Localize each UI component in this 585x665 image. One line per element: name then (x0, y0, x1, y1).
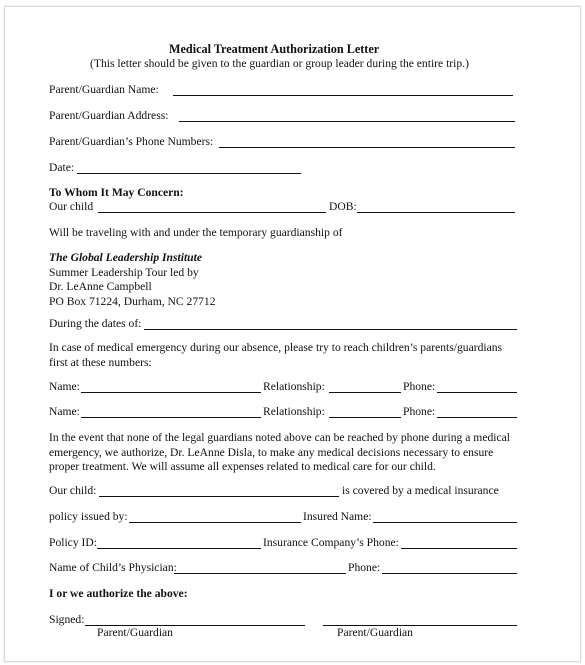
parent-phone-field[interactable] (219, 147, 515, 148)
signature-2-caption: Parent/Guardian (337, 626, 413, 639)
traveling-text: Will be traveling with and under the temporary guardianship of (49, 226, 343, 239)
policy-id-field[interactable] (97, 548, 261, 549)
contact-2-relationship-label: Relationship: (263, 405, 325, 418)
contact-1-phone-label: Phone: (403, 380, 436, 393)
physician-phone-field[interactable] (382, 573, 517, 574)
during-dates-label: During the dates of: (49, 317, 142, 330)
dob-label: DOB: (329, 200, 357, 213)
emergency-line-2: first at these numbers: (49, 355, 152, 369)
date-label: Date: (49, 161, 75, 174)
emergency-line-1: In case of medical emergency during our absence, please try to reach children’s parents/guardians (49, 341, 503, 354)
our-child-colon-label: Our child: (49, 484, 97, 497)
our-child-label: Our child (49, 200, 94, 213)
insurance-phone-label: Insurance Company’s Phone: (263, 536, 399, 549)
date-field[interactable] (77, 173, 301, 174)
event-line-3: proper treatment. We will assume all expenses related to medical care for our child. (49, 460, 436, 473)
to-whom-heading: To Whom It May Concern: (49, 186, 184, 199)
organization-address: PO Box 71224, Durham, NC 27712 (49, 294, 216, 308)
contact-1-relationship-label: Relationship: (263, 380, 325, 393)
organization-line-1: Summer Leadership Tour led by (49, 265, 199, 279)
insurance-phone-field[interactable] (401, 548, 517, 549)
parent-address-field[interactable] (179, 121, 515, 122)
authorize-heading: I or we authorize the above: (49, 587, 188, 600)
organization-line-2: Dr. LeAnne Campbell (49, 280, 152, 293)
organization-block (49, 251, 216, 309)
covered-by-text: is covered by a medical insurance (342, 484, 499, 497)
event-line-2: emergency, we authorize, Dr. LeAnne Disla, to make any medical decisions necessary to ensure (49, 445, 494, 459)
insured-name-field[interactable] (373, 522, 517, 523)
policy-id-label: Policy ID: (49, 536, 97, 549)
parent-phone-label: Parent/Guardian’s Phone Numbers: (49, 135, 214, 148)
emergency-paragraph (49, 341, 502, 370)
parent-name-label: Parent/Guardian Name: (49, 83, 159, 96)
document-page (4, 6, 581, 662)
policy-issuer-field[interactable] (129, 522, 301, 523)
parent-name-field[interactable] (173, 95, 513, 96)
event-line-1: In the event that none of the legal guardians noted above can be reached by phone during a medical (49, 431, 510, 444)
contact-1-phone-field[interactable] (437, 392, 517, 393)
insured-name-label: Insured Name: (303, 510, 372, 523)
physician-field[interactable] (174, 573, 346, 574)
dob-field[interactable] (357, 212, 515, 213)
contact-2-phone-label: Phone: (403, 405, 436, 418)
authorization-paragraph (49, 431, 510, 475)
child-name-field[interactable] (98, 212, 326, 213)
parent-address-label: Parent/Guardian Address: (49, 109, 169, 122)
contact-1-relationship-field[interactable] (329, 392, 401, 393)
document-title: Medical Treatment Authorization Letter (169, 42, 380, 56)
document-subtitle: (This letter should be given to the guardian or group leader during the entire trip.) (90, 57, 469, 70)
physician-phone-label: Phone: (348, 561, 381, 574)
dates-field[interactable] (144, 329, 517, 330)
signature-1-caption: Parent/Guardian (97, 626, 173, 639)
contact-2-relationship-field[interactable] (329, 417, 401, 418)
signed-label: Signed: (49, 613, 85, 626)
contact-2-name-label: Name: (49, 405, 80, 418)
organization-name: The Global Leadership Institute (49, 251, 202, 264)
physician-label: Name of Child’s Physician: (49, 561, 177, 574)
policy-issued-label: policy issued by: (49, 510, 128, 523)
contact-2-name-field[interactable] (81, 417, 261, 418)
contact-2-phone-field[interactable] (437, 417, 517, 418)
insured-child-field[interactable] (99, 496, 339, 497)
contact-1-name-label: Name: (49, 380, 80, 393)
contact-1-name-field[interactable] (81, 392, 261, 393)
